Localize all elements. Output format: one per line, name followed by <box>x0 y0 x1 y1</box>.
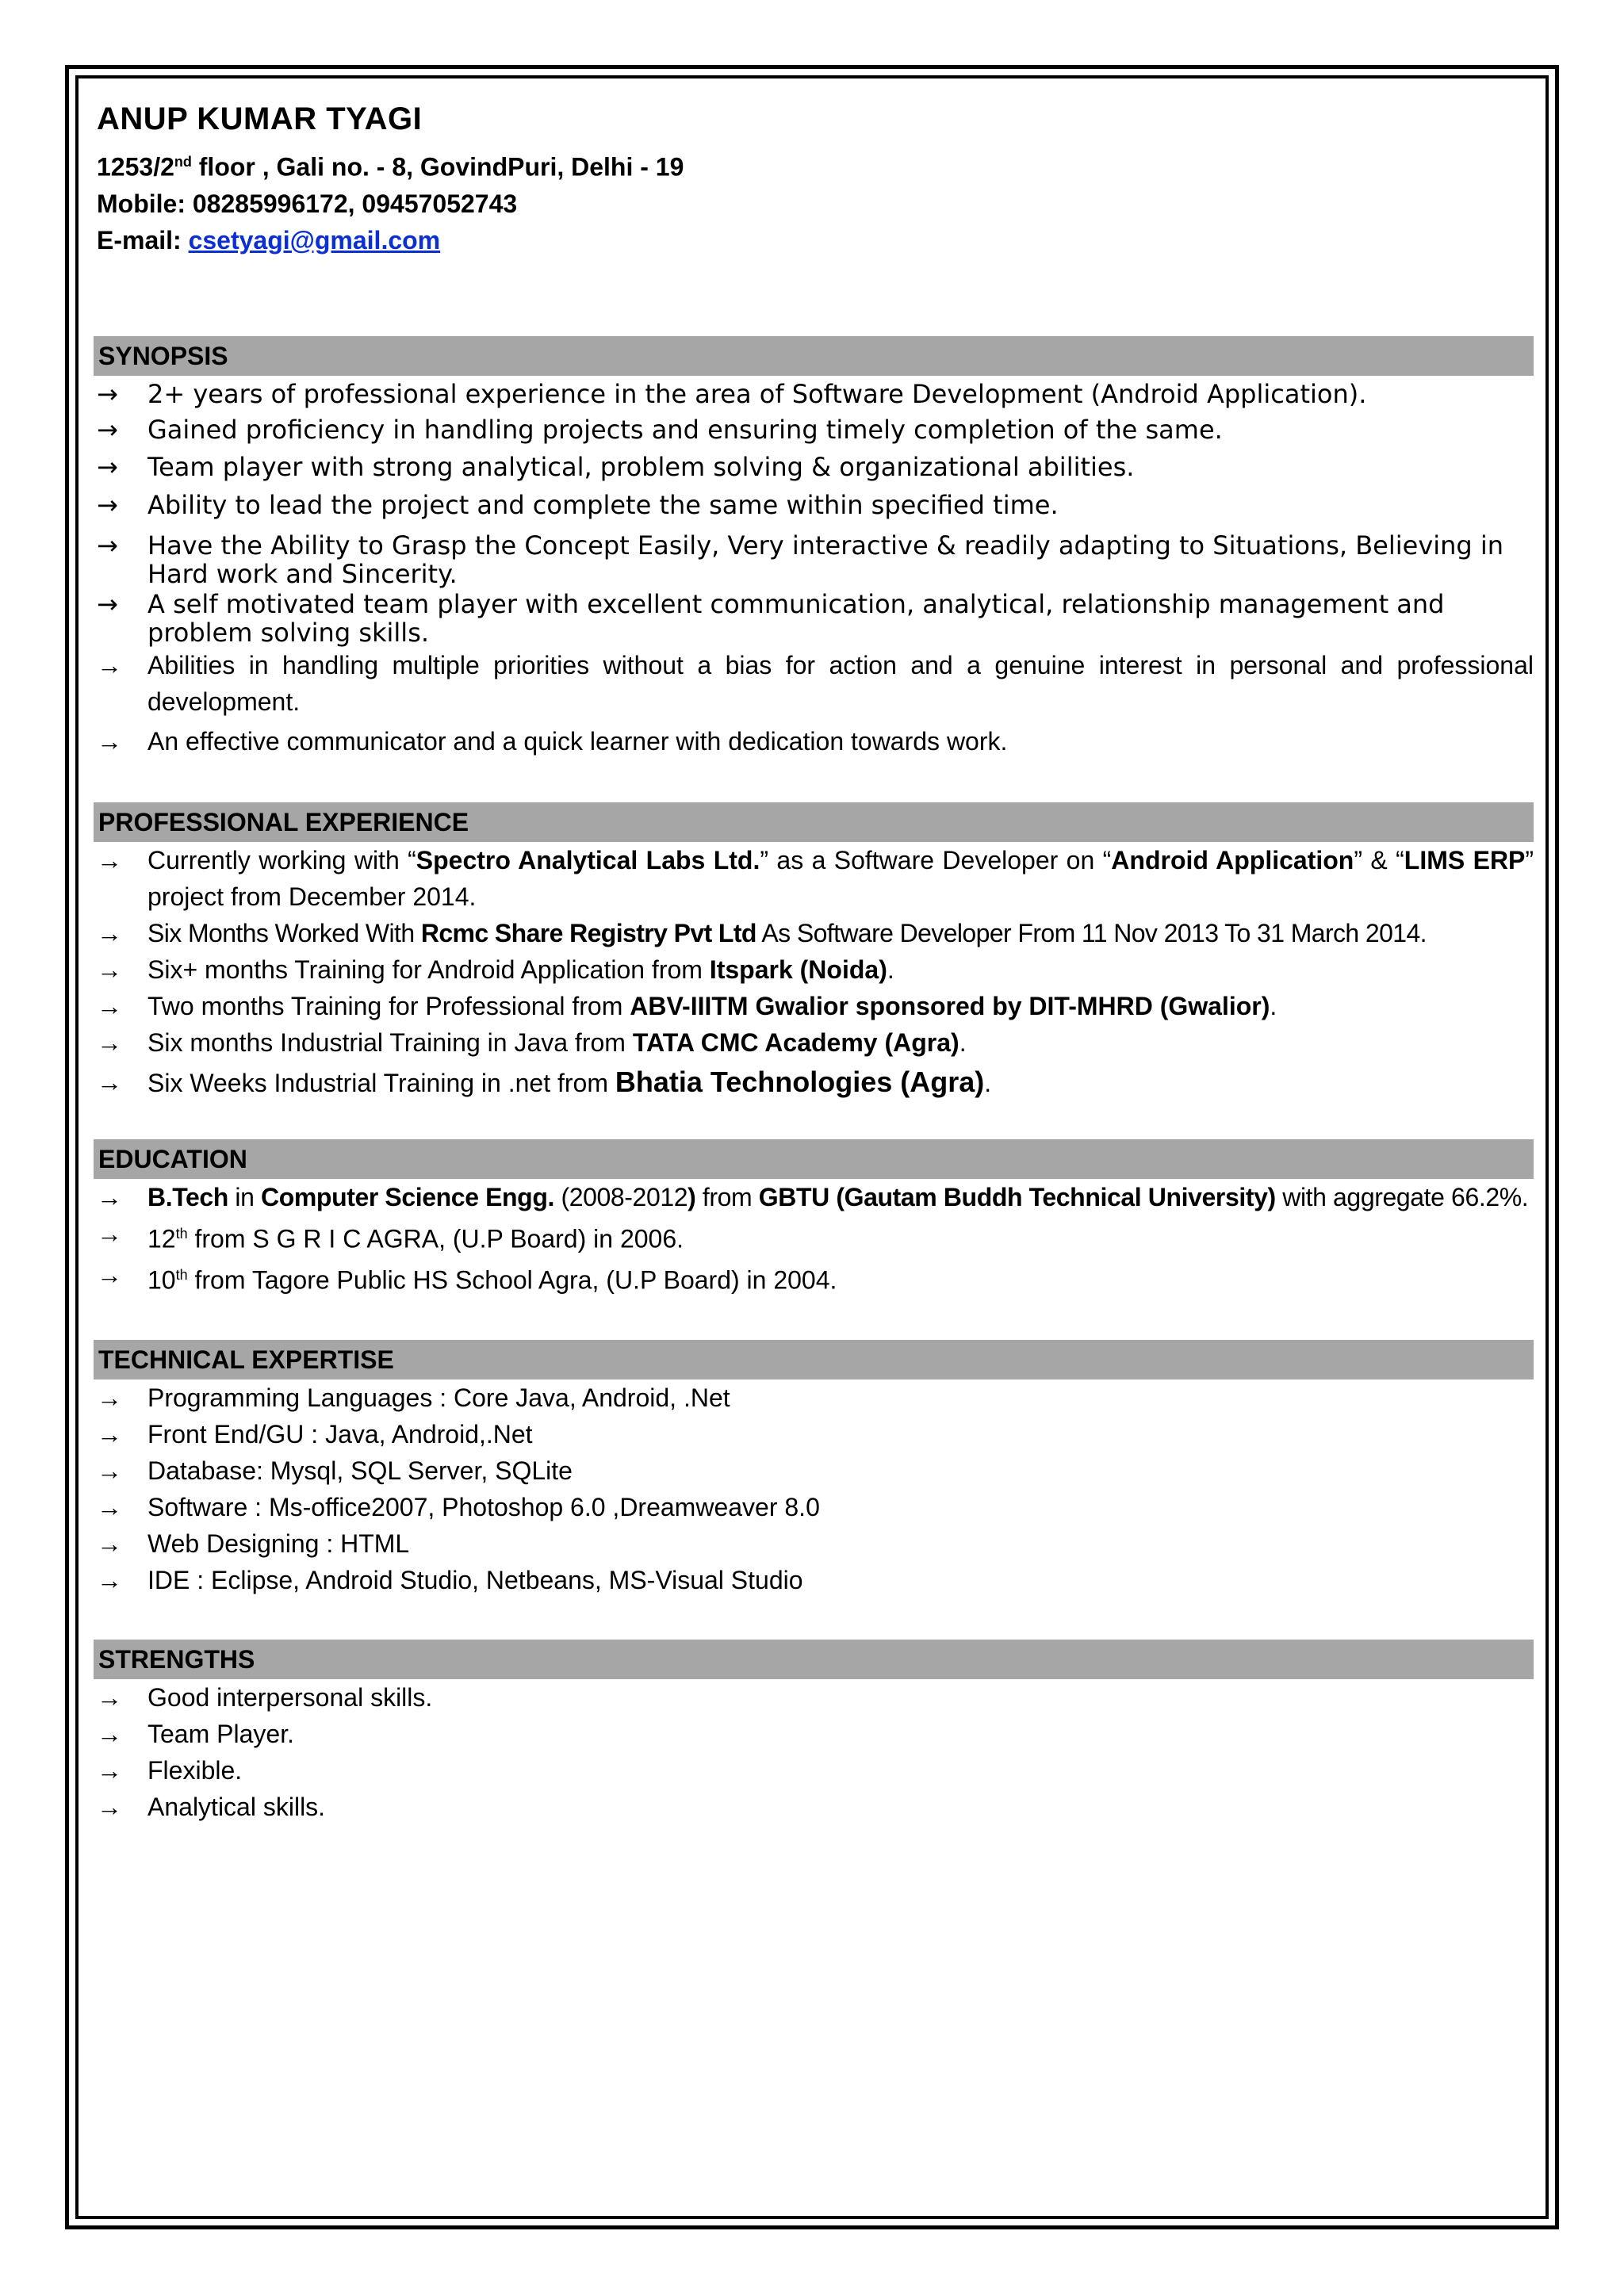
address-number: 1253/2 <box>97 152 174 182</box>
list-item <box>94 842 1534 915</box>
address-superscript: nd <box>174 154 192 170</box>
arrow-icon: → <box>97 1456 122 1485</box>
arrow-icon: → <box>97 489 118 520</box>
list-item <box>94 1752 1534 1789</box>
list-item-text: 2+ years of professional experience in the area of Software Development (Android Application). <box>147 378 1367 409</box>
list-item-text: Web Designing : HTML <box>147 1529 410 1558</box>
arrow-icon: → <box>97 1719 122 1748</box>
text: Six Months Worked With <box>147 918 421 947</box>
arrow-icon: → <box>97 955 122 984</box>
list-item <box>94 487 1534 523</box>
list-item-text: Have the Ability to Grasp the Concept Easily, Very interactive & readily adapting to Situations, Believing in Hard work and Sincerity. <box>147 530 1504 589</box>
list-item-text: A self motivated team player with excellent communication, analytical, relationship management and problem solving skills. <box>147 588 1445 648</box>
list-item-text: Software : Ms-office2007, Photoshop 6.0 ,Dreamweaver 8.0 <box>147 1492 820 1521</box>
section-header-experience: PROFESSIONAL EXPERIENCE <box>94 802 1534 842</box>
list-item <box>94 1024 1534 1061</box>
text: As Software Developer From 11 Nov 2013 To 31 March 2014. <box>756 918 1427 947</box>
text: Currently working with “ <box>147 845 416 874</box>
list-item-text: Database: Mysql, SQL Server, SQLite <box>147 1456 573 1485</box>
list-item <box>94 590 1534 647</box>
list-item <box>94 1257 1534 1299</box>
list-item <box>94 1489 1534 1525</box>
text: . <box>887 955 894 984</box>
arrow-icon: → <box>97 1792 122 1821</box>
arrow-icon: → <box>97 1027 122 1057</box>
company-name: ABV-IIITM Gwalior sponsored by DIT-MHRD (Gwalior) <box>630 991 1270 1020</box>
text: Six months Industrial Training in Java from <box>147 1027 633 1057</box>
resume-content <box>94 94 1534 1825</box>
arrow-icon: → <box>97 1565 122 1594</box>
arrow-icon: → <box>97 918 122 947</box>
arrow-icon: → <box>97 845 122 874</box>
text: with aggregate 66.2%. <box>1275 1182 1529 1211</box>
company-name: Bhatia Technologies (Agra) <box>615 1065 985 1098</box>
candidate-name: ANUP KUMAR TYAGI <box>97 101 423 136</box>
arrow-icon: → <box>97 1067 122 1096</box>
list-item <box>94 1061 1534 1104</box>
arrow-icon: → <box>97 991 122 1020</box>
email-label: E-mail: <box>97 225 189 254</box>
arrow-icon: → <box>97 1755 122 1785</box>
section-header-synopsis: SYNOPSIS <box>94 336 1534 376</box>
list-item-text: Team Player. <box>147 1719 294 1748</box>
section-header-technical: TECHNICAL EXPERTISE <box>94 1340 1534 1380</box>
experience-list <box>94 842 1534 1104</box>
list-item <box>94 1452 1534 1489</box>
list-item-text: Programming Languages : Core Java, Android, .Net <box>147 1383 730 1412</box>
list-item-text: Gained proficiency in handling projects and ensuring timely completion of the same. <box>147 414 1223 445</box>
list-item <box>94 1716 1534 1752</box>
list-item-text: Ability to lead the project and complete the same within specified time. <box>147 489 1059 520</box>
arrow-icon: → <box>97 1419 122 1448</box>
text: ” & “ <box>1354 845 1404 874</box>
email-line <box>97 225 1534 255</box>
text: . <box>1270 991 1277 1020</box>
text: 12 <box>147 1224 176 1253</box>
text: 10 <box>147 1265 176 1295</box>
text: in <box>228 1182 262 1211</box>
list-item <box>94 1789 1534 1825</box>
address-line <box>97 147 1534 182</box>
list-item <box>94 1179 1534 1215</box>
list-item <box>94 412 1534 447</box>
list-item-text: Abilities in handling multiple priorities without a bias for action and a genuine interest in personal and professional development. <box>147 650 1534 716</box>
field-of-study: Computer Science Engg. <box>261 1182 554 1211</box>
arrow-icon: → <box>97 378 118 409</box>
degree: B.Tech <box>147 1182 228 1211</box>
education-list <box>94 1179 1534 1299</box>
text: ) <box>688 1182 696 1211</box>
section-header-education: EDUCATION <box>94 1139 1534 1179</box>
text: Six Weeks Industrial Training in .net from <box>147 1068 615 1097</box>
list-item <box>94 1380 1534 1416</box>
text: . <box>984 1068 992 1097</box>
section-header-strengths: STRENGTHS <box>94 1640 1534 1679</box>
company-name: Itspark (Noida) <box>709 955 887 984</box>
list-item <box>94 723 1534 760</box>
arrow-icon: → <box>97 451 118 482</box>
text: . <box>959 1027 967 1057</box>
address-text: floor , Gali no. - 8, GovindPuri, Delhi - 19 <box>191 152 684 182</box>
company-name: Rcmc Share Registry Pvt Ltd <box>420 918 756 947</box>
list-item-text: Team player with strong analytical, problem solving & organizational abilities. <box>147 451 1135 482</box>
email-link[interactable]: csetyagi@gmail.com <box>188 225 441 254</box>
synopsis-list <box>94 376 1534 760</box>
arrow-icon: → <box>97 726 122 756</box>
arrow-icon: → <box>97 414 118 445</box>
list-item <box>94 1679 1534 1716</box>
arrow-icon: → <box>97 1182 122 1211</box>
company-name: TATA CMC Academy (Agra) <box>632 1027 959 1057</box>
list-item <box>94 376 1534 412</box>
company-name: Spectro Analytical Labs Ltd. <box>416 845 760 874</box>
list-item <box>94 447 1534 487</box>
list-item <box>94 951 1534 988</box>
list-item <box>94 1215 1534 1257</box>
list-item-text: IDE : Eclipse, Android Studio, Netbeans, MS-Visual Studio <box>147 1565 803 1594</box>
list-item-text: Good interpersonal skills. <box>147 1682 433 1712</box>
project-name: Android Application <box>1111 845 1354 874</box>
text: from <box>695 1182 759 1211</box>
list-item <box>94 1525 1534 1562</box>
text: Six+ months Training for Android Application from <box>147 955 710 984</box>
arrow-icon: → <box>97 650 122 679</box>
list-item <box>94 647 1534 720</box>
list-item <box>94 1562 1534 1598</box>
university-name: GBTU (Gautam Buddh Technical University) <box>758 1182 1276 1211</box>
arrow-icon: → <box>97 1682 122 1712</box>
arrow-icon: → <box>97 588 118 619</box>
list-item <box>94 915 1534 951</box>
strengths-list <box>94 1679 1534 1825</box>
list-item <box>94 531 1534 588</box>
arrow-icon: → <box>97 1261 122 1290</box>
arrow-icon: → <box>97 530 118 561</box>
list-item-text: Front End/GU : Java, Android,.Net <box>147 1419 533 1448</box>
technical-list <box>94 1380 1534 1598</box>
superscript: th <box>175 1267 188 1284</box>
text: Two months Training for Professional from <box>147 991 630 1020</box>
text: (2008-2012 <box>553 1182 688 1211</box>
list-item-text: Flexible. <box>147 1755 243 1785</box>
arrow-icon: → <box>97 1383 122 1412</box>
list-item <box>94 988 1534 1024</box>
list-item-text: Analytical skills. <box>147 1792 326 1821</box>
list-item-text: An effective communicator and a quick learner with dedication towards work. <box>147 726 1008 756</box>
text: from Tagore Public HS School Agra, (U.P Board) in 2004. <box>187 1265 837 1295</box>
mobile-line: Mobile: 08285996172, 09457052743 <box>97 189 518 218</box>
text: ” as a Software Developer on “ <box>760 845 1112 874</box>
list-item <box>94 1416 1534 1452</box>
superscript: th <box>175 1225 188 1242</box>
text: from S G R I C AGRA, (U.P Board) in 2006. <box>187 1224 684 1253</box>
text: ” project from December 2014. <box>147 845 1534 911</box>
arrow-icon: → <box>97 1492 122 1521</box>
arrow-icon: → <box>97 1219 122 1248</box>
project-name: LIMS ERP <box>1404 845 1526 874</box>
arrow-icon: → <box>97 1529 122 1558</box>
